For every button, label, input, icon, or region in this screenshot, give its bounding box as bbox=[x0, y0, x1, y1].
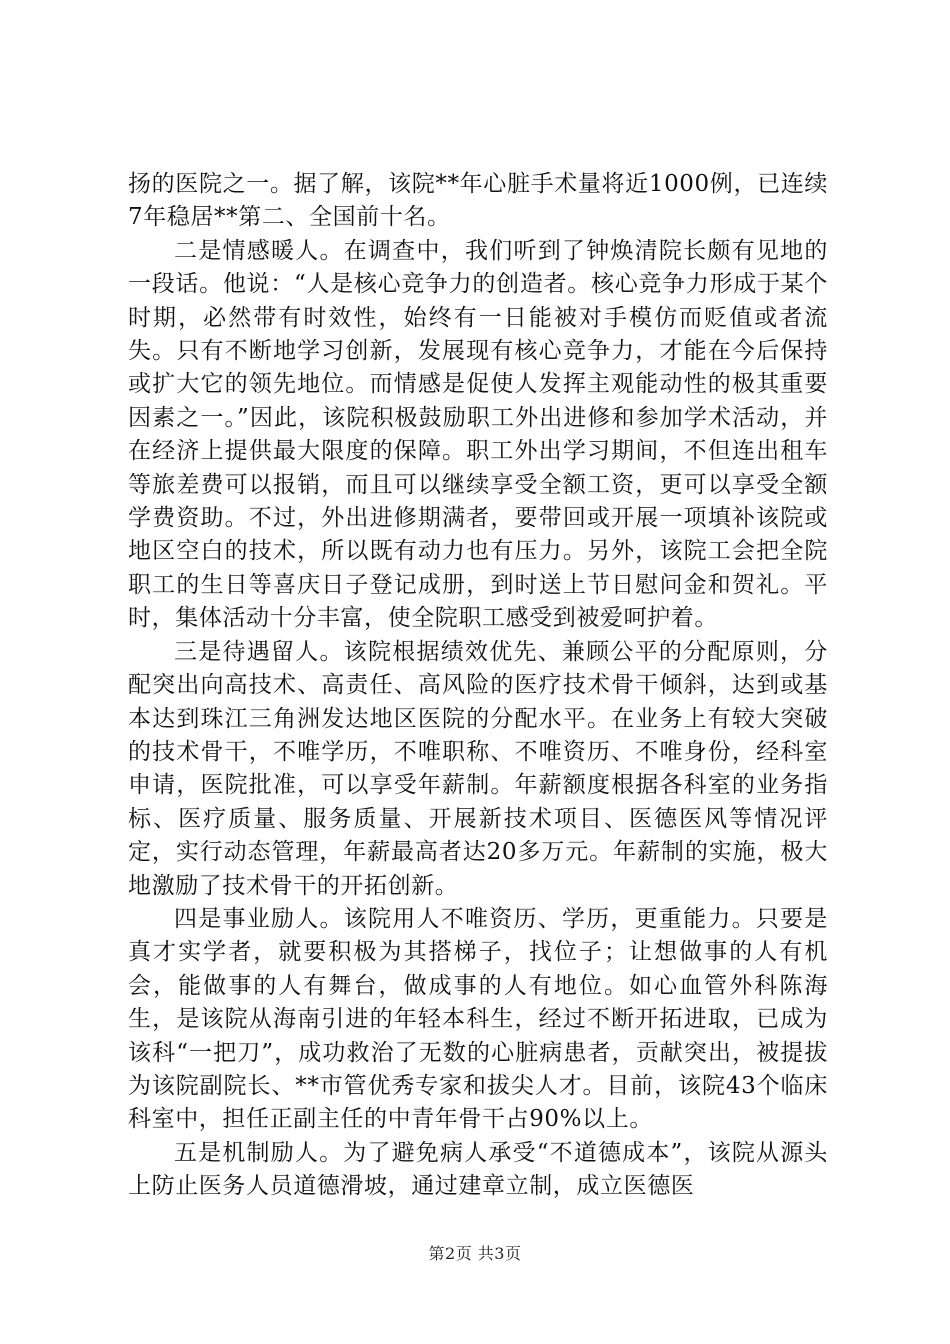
paragraph-treatment: 三是待遇留人。该院根据绩效优先、兼顾公平的分配原则，分配突出向高技术、高责任、高风险的医疗技术骨干倾斜，达到或基本达到珠江三角洲发达地区医院的分配水平。在业务上有较大突破的技术骨干，不唯学历，不唯职称、不唯资历、不唯身份，经科室申请，医院批准，可以享受年薪制。年薪额度根据各科室的业务指标、医疗质量、服务质量、开展新技术项目、医德医风等情况评定，实行动态管理，年薪最高者达20多万元。年薪制的实施，极大地激励了技术骨干的开拓创新。 bbox=[128, 638, 828, 899]
paragraph-emotion: 二是情感暖人。在调查中，我们听到了钟焕清院长颇有见地的一段话。他说：“人是核心竞争力的创造者。核心竞争力形成于某个时期，必然带有时效性，始终有一日能被对手模仿而贬值或者流失。只有不断地学习创新，发展现有核心竞争力，才能在今后保持或扩大它的领先地位。而情感是促使人发挥主观能动性的极其重要因素之一。”因此，该院积极鼓励职工外出进修和参加学术活动，并在经济上提供最大限度的保障。职工外出学习期间，不但连出租车等旅差费可以报销，而且可以继续享受全额工资，更可以享受全额学费资助。不过，外出进修期满者，要带回或开展一项填补该院或地区空白的技术，所以既有动力也有压力。另外，该院工会把全院职工的生日等喜庆日子登记成册，到时送上节日慰问金和贺礼。平时，集体活动十分丰富，使全院职工感受到被爱呵护着。 bbox=[128, 237, 828, 632]
document-body bbox=[128, 168, 828, 1204]
paragraph-career: 四是事业励人。该院用人不唯资历、学历，更重能力。只要是真才实学者，就要积极为其搭梯子，找位子；让想做事的人有机会，能做事的人有舞台，做成事的人有地位。如心血管外科陈海生，是该院从海南引进的年轻本科生，经过不断开拓进取，已成为该科“一把刀”，成功救治了无数的心脏病患者，贡献突出，被提拔为该院副院长、**市管优秀专家和拔尖人才。目前，该院43个临床科室中，担任正副主任的中青年骨干占90%以上。 bbox=[128, 905, 828, 1133]
page-footer: 第2页 共3页 bbox=[428, 1244, 522, 1263]
paragraph-continuation: 扬的医院之一。据了解，该院**年心脏手术量将近1000例，已连续7年稳居**第二、全国前十名。 bbox=[128, 171, 828, 231]
paragraph-mechanism: 五是机制励人。为了避免病人承受“不道德成本”，该院从源头上防止医务人员道德滑坡，通过建章立制，成立医德医 bbox=[128, 1139, 828, 1200]
